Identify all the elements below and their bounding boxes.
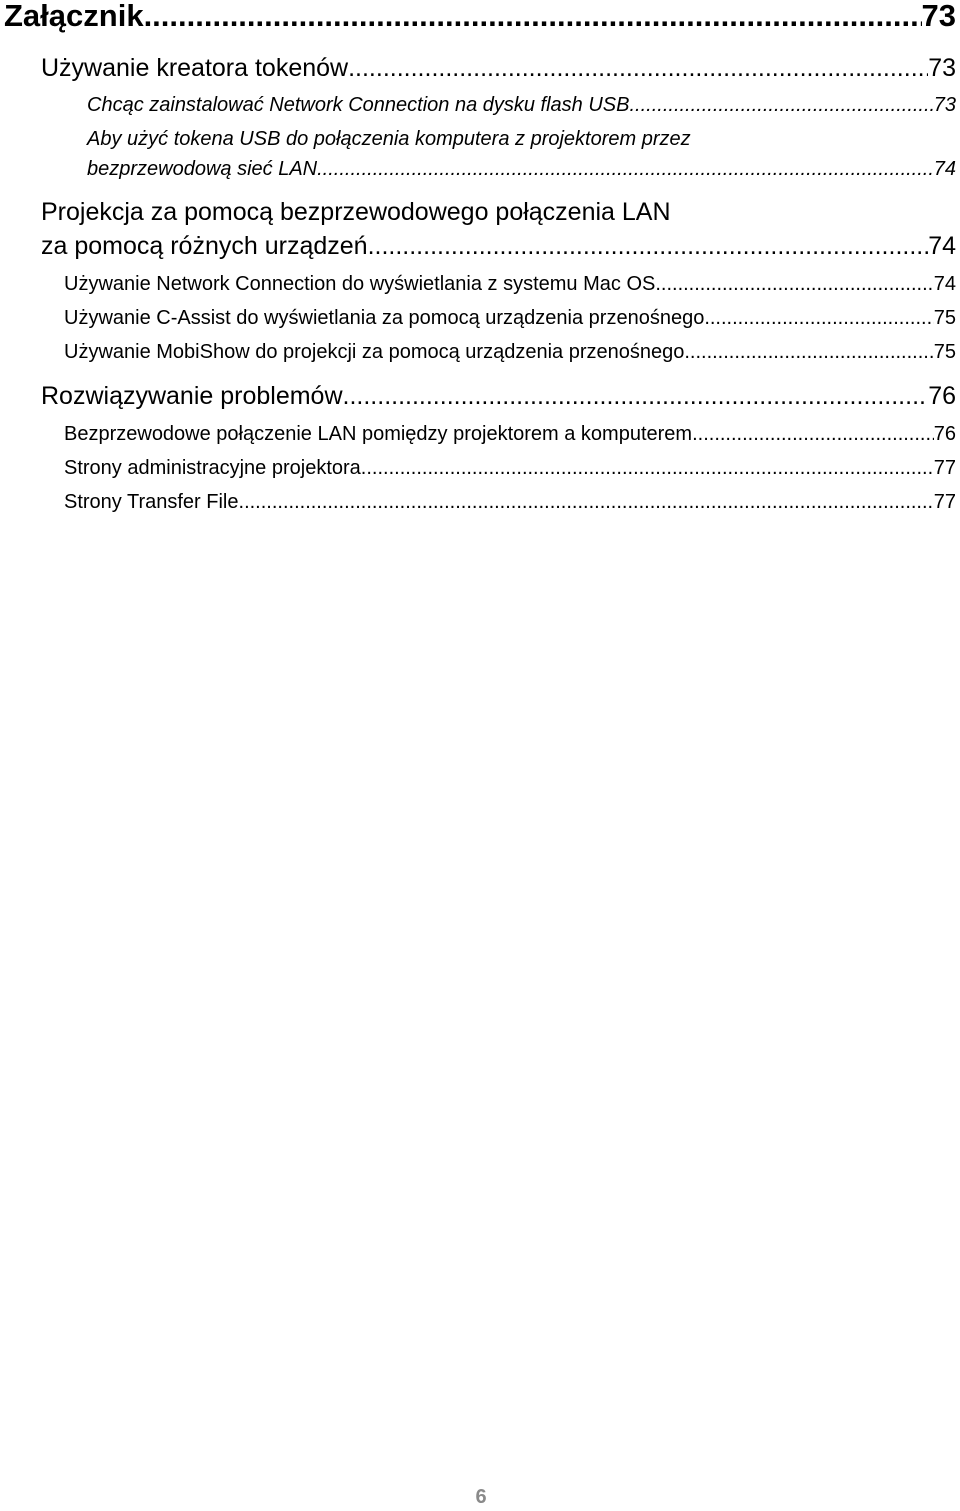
toc-section-title: za pomocą różnych urządzeń xyxy=(41,232,368,260)
toc-leader-dots xyxy=(361,457,934,480)
toc-item-title: Używanie MobiShow do projekcji za pomocą urządzenia przenośnego xyxy=(64,341,685,363)
toc-section-title: Rozwiązywanie problemów xyxy=(41,382,343,410)
toc-item-title: Strony Transfer File xyxy=(64,491,239,513)
toc-page-number: 73 xyxy=(928,54,956,82)
toc-leader-dots xyxy=(655,273,933,296)
toc-item-entry[interactable] xyxy=(87,94,956,117)
toc-item-entry[interactable] xyxy=(64,307,956,330)
toc-chapter-entry[interactable] xyxy=(4,0,956,34)
toc-leader-dots xyxy=(684,341,933,364)
toc-leader-dots xyxy=(368,232,929,261)
toc-leader-dots xyxy=(704,307,933,330)
toc-page-number: 76 xyxy=(928,382,956,410)
toc-leader-dots xyxy=(348,54,928,83)
toc-item-title: Używanie C-Assist do wyświetlania za pomocą urządzenia przenośnego xyxy=(64,307,705,329)
toc-item-title: bezprzewodową sieć LAN xyxy=(87,158,318,180)
page-number-footer: 6 xyxy=(475,1486,487,1508)
toc-item-title: Bezprzewodowe połączenie LAN pomiędzy projektorem a komputerem xyxy=(64,423,693,445)
toc-page-number: 75 xyxy=(933,307,956,329)
toc-item-entry[interactable] xyxy=(64,457,956,480)
toc-item-entry[interactable] xyxy=(87,158,956,181)
toc-item-entry[interactable] xyxy=(64,341,956,364)
toc-page-number: 75 xyxy=(933,341,956,363)
toc-section-title-line1[interactable]: Projekcja za pomocą bezprzewodowego połączenia LAN xyxy=(41,198,671,226)
toc-item-entry[interactable] xyxy=(64,423,956,446)
toc-section-entry[interactable] xyxy=(41,54,956,83)
toc-page-number: 74 xyxy=(928,232,956,260)
toc-section-entry[interactable] xyxy=(41,382,956,411)
toc-page-number: 73 xyxy=(921,0,956,33)
toc-page-number: 74 xyxy=(933,158,956,180)
toc-leader-dots xyxy=(692,423,934,446)
toc-chapter-title: Załącznik xyxy=(4,0,144,33)
toc-item-title: Strony administracyjne projektora xyxy=(64,457,361,479)
toc-item-title: Chcąc zainstalować Network Connection na dysku flash USB xyxy=(87,94,630,116)
toc-item-entry[interactable] xyxy=(64,491,956,514)
toc-leader-dots xyxy=(239,491,934,514)
toc-leader-dots xyxy=(343,382,929,411)
toc-leader-dots xyxy=(629,94,933,117)
toc-page-number: 77 xyxy=(933,491,956,513)
toc-item-title: Używanie Network Connection do wyświetlania z systemu Mac OS xyxy=(64,273,656,295)
toc-leader-dots xyxy=(317,158,934,181)
toc-page-number: 73 xyxy=(933,94,956,116)
toc-page-number: 74 xyxy=(933,273,956,295)
toc-section-entry[interactable] xyxy=(41,232,956,261)
toc-section-title: Używanie kreatora tokenów xyxy=(41,54,349,82)
toc-item-entry[interactable] xyxy=(64,273,956,296)
toc-leader-dots xyxy=(144,0,922,34)
toc-item-title-line1[interactable]: Aby użyć tokena USB do połączenia komputera z projektorem przez xyxy=(87,128,691,150)
toc-page-number: 76 xyxy=(933,423,956,445)
toc-page-number: 77 xyxy=(933,457,956,479)
